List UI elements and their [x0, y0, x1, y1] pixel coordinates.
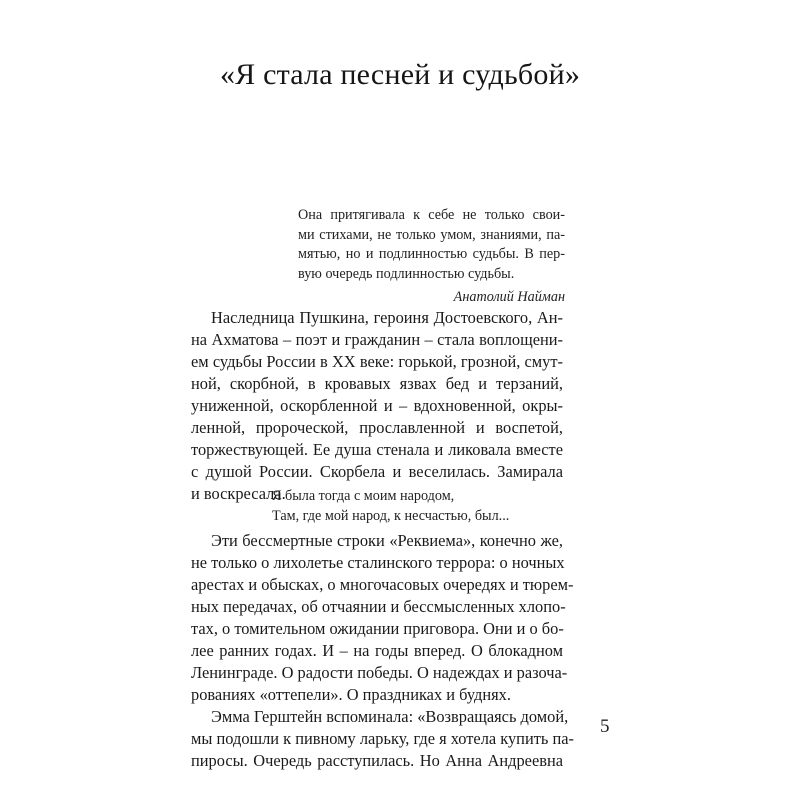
poem-quote — [272, 487, 509, 526]
paragraph-1 — [191, 307, 563, 505]
text-line: арестах и обысках, о многочасовых очередях и тюрем- — [191, 575, 574, 594]
epigraph-line: Она притягивала к себе не только свои- — [298, 207, 565, 223]
page-number: 5 — [600, 716, 610, 737]
text-line: Наследница Пушкина, героиня Достоевского, Ан- — [211, 308, 563, 327]
text-line: рованиях «оттепели». О праздниках и буднях. — [191, 685, 511, 704]
epigraph-line: мятью, но и подлинностью судьбы. В пер- — [298, 246, 565, 262]
text-line: ных передачах, об отчаянии и бессмысленных хлопо- — [191, 597, 566, 616]
poem-line: Я была тогда с моим народом, — [272, 488, 455, 504]
text-line: Эти бессмертные строки «Реквиема», конечно же, — [211, 531, 563, 550]
text-line: тах, о томительном ожидании приговора. Они и о бо- — [191, 619, 564, 638]
text-line: ем судьбы России в XX веке: горькой, грозной, смут- — [191, 352, 563, 371]
text-line: Эмма Герштейн вспоминала: «Возвращаясь домой, — [211, 707, 569, 726]
text-line: униженной, оскорбленной и – вдохновенной, окры- — [191, 396, 563, 415]
poem-line: Там, где мой народ, к несчастью, был... — [272, 507, 510, 524]
text-line: торжествующей. Ее душа стенала и ликовала вместе — [191, 440, 563, 459]
text-line: на Ахматова – поэт и гражданин – стала воплощени- — [191, 330, 563, 349]
chapter-title: «Я стала песней и судьбой» — [219, 58, 581, 91]
epigraph-line: ми стихами, не только умом, знаниями, па- — [298, 226, 565, 243]
epigraph-line: вую очередь подлинностью судьбы. — [298, 265, 515, 282]
text-line: ленной, пророческой, прославленной и воспетой, — [191, 418, 563, 437]
text-line: ной, скорбной, в кровавых язвах бед и терзаний, — [191, 374, 563, 393]
text-line: с душой России. Скорбела и веселилась. Замирала — [191, 462, 563, 481]
text-line: не только о лихолетье сталинского террора: о ночных — [191, 553, 565, 572]
text-line: и воскресала. — [191, 484, 286, 503]
epigraph — [298, 206, 565, 308]
epigraph-author: Анатолий Найман — [453, 289, 565, 305]
text-line: лее ранних годах. И – на годы вперед. О блокадном — [191, 641, 563, 660]
text-line: пиросы. Очередь расступилась. Но Анна Андреевна — [191, 751, 563, 770]
text-line: мы подошли к пивному ларьку, где я хотела купить па- — [191, 729, 574, 748]
text-line: Ленинграде. О радости победы. О надеждах и разоча- — [191, 663, 568, 682]
paragraph-2 — [191, 530, 574, 772]
